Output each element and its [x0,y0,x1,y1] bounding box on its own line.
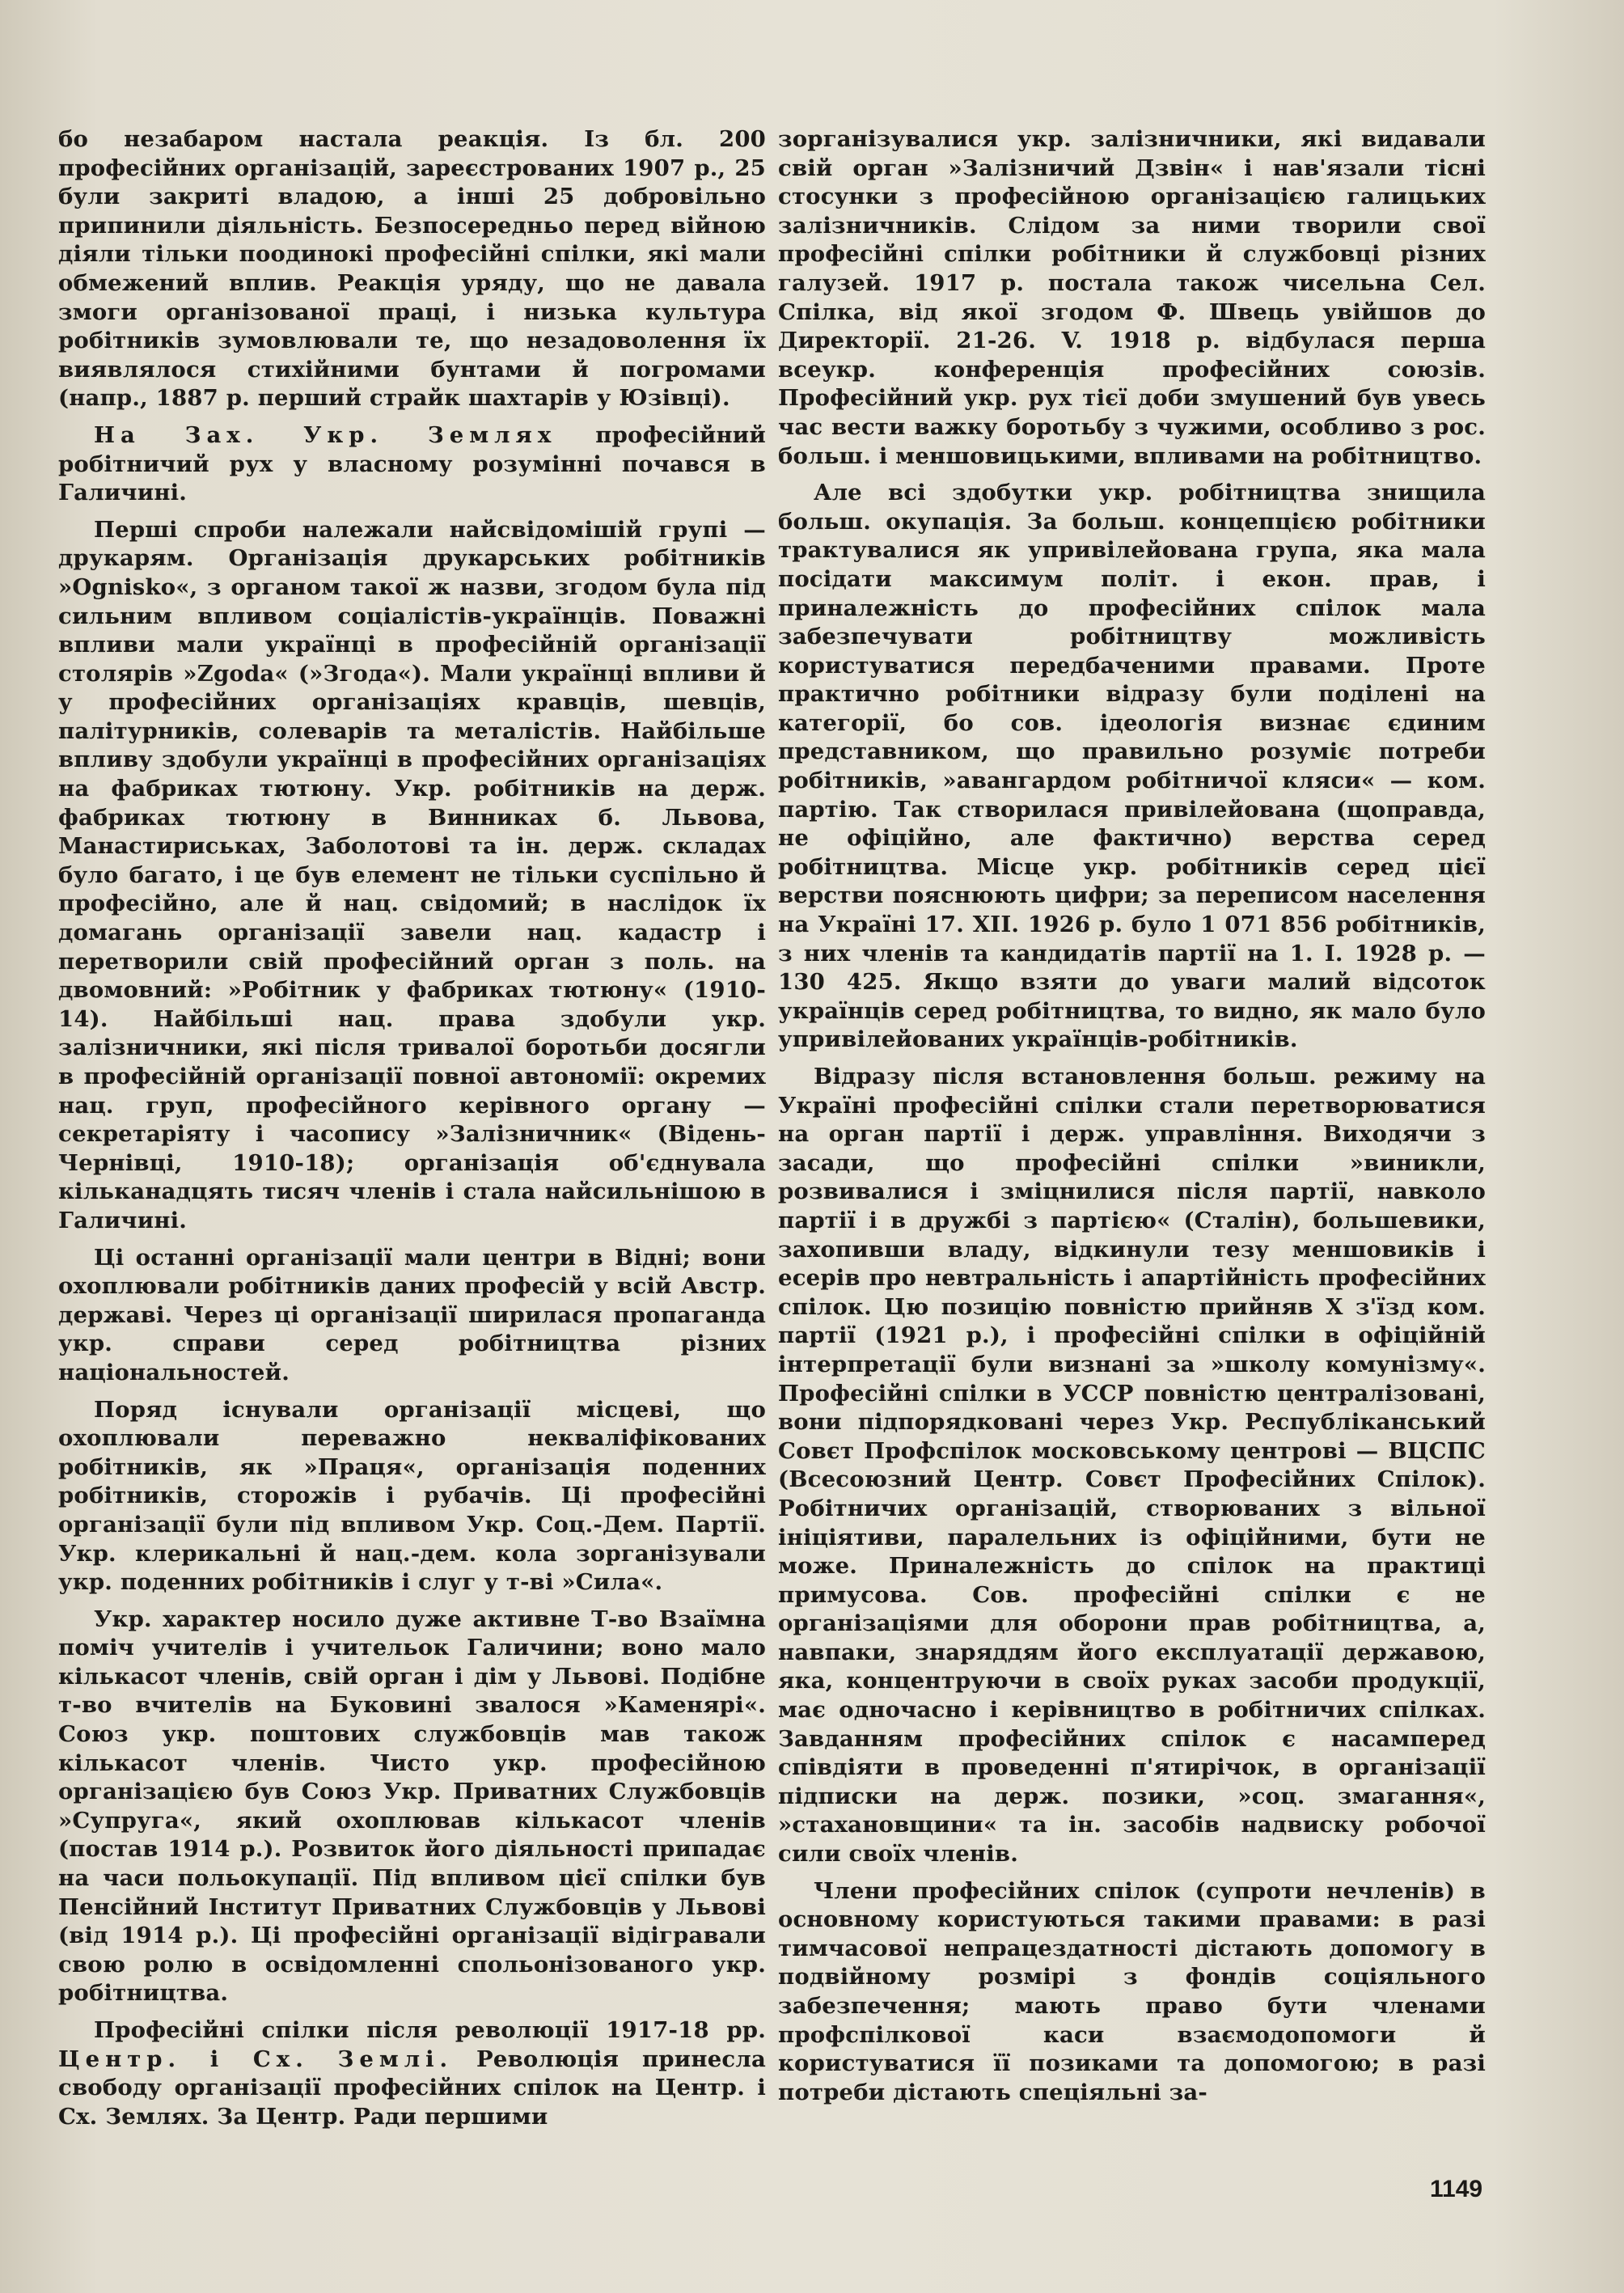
paragraph: Професійні спілки після революції 1917-18 рр. Центр. і Сх. Землі. Революція принесла свободу організації професійних спілок на Центр. і Сх. Землях. За Центр. Ради першими [58,2017,766,2130]
right-column [778,125,1486,2115]
paragraph: На Зах. Укр. Землях професійний робітничий рух у власному розумінні почався в Галичині. [58,421,766,506]
paragraph: зорганізувалися укр. залізничники, які видавали свій орган »Залізничий Дзвін« і нав'язали тісні стосунки з професійною організацією галицьких залізничників. Слідом за ними творили свої професійні спілки робітники й службовці різних галузей. 1917 р. постала також чисельна Сел. Спілка, від якої згодом Ф. Швець увійшов до Директорії. 21-26. V. 1918 р. відбулася перша всеукр. конференція професійних союзів. Професійний укр. рух тієї доби змушений був увесь час вести важку боротьбу з чужими, особливо з рос. больш. і меншовицькими, впливами на робітництво. [778,126,1486,469]
section-subheading: Центр. і Сх. Землі. [58,2046,454,2072]
paragraph: Члени професійних спілок (супроти нечленів) в основному користуються такими правами: в разі тимчасової непрацездатності дістають допомогу в подвійному розмірі з фондів соціяльного забезпечення; мають право бути членами профспілкової каси взаємодопомоги й користуватися її позиками та допомогою; в разі потреби дістають спеціяльні за- [778,1877,1486,2105]
paragraph: бо незабаром настала реакція. Із бл. 200 професійних організацій, зареєстрованих 1907 р., 25 були закриті владою, а інші 25 добровільно припинили діяльність. Безпосередньо перед війною діяли тільки поодинокі професійні спілки, які мали обмежений вплив. Реакція уряду, що не давала змоги організованої праці, і низька культура робітників зумовлювали те, що незадоволення їх виявлялося стихійними бунтами й погромами (напр., 1887 р. перший страйк шахтарів у Юзівці). [58,126,766,412]
paragraph: Укр. характер носило дуже активне Т-во Взаїмна поміч учителів і учительок Галичини; воно мало кількасот членів, свій орган і дім у Львові. Подібне т-во вчителів на Буковині звалося »Каменярі«. Союз укр. поштових службовців мав також кількасот членів. Чисто укр. професійною організацією був Союз Укр. Приватних Службовців »Супруга«, який охоплював кількасот членів (постав 1914 р.). Розвиток його діяльності припадає на часи польокупації. Під впливом цієї спілки був Пенсійний Інститут Приватних Службовців у Львові (від 1914 р.). Ці професійні організації відігравали свою ролю в освідомленні спольонізованого укр. робітництва. [58,1606,766,2007]
paragraph: Перші спроби належали найсвідомішій групі — друкарям. Організація друкарських робітників »Ognisko«, з органом такої ж назви, згодом була під сильним впливом соціалістів-українців. Поважні впливи мали українці в професійній організації столярів »Zgoda« (»Згода«). Мали українці впливи й у професійних організаціях кравців, шевців, палітурників, солеварів та металістів. Найбільше впливу здобули українці в професійних організаціях на фабриках тютюну. Укр. робітників на держ. фабриках тютюну в Винниках б. Львова, Манастириськах, Заболотові та ін. держ. складах було багато, і це був елемент не тільки суспільно й професійно, але й нац. свідомий; в наслідок їх домагань організації завели нац. кадастр і перетворили свій професійний орган з поль. на двомовний: »Робітник у фабриках тютюну« (1910-14). Найбільші нац. права здобули укр. залізничники, які після тривалої боротьби досягли в професійній організації повної автономії: окремих нац. груп, професійного керівного органу — секретаріяту і часопису »Залізничник« (Відень-Чернівці, 1910-18); організація об'єднувала кільканадцять тисяч членів і стала найсильнішою в Галичині. [58,516,766,1233]
page-number: 1149 [1430,2176,1483,2202]
paragraph: Відразу після встановлення больш. режиму на Україні професійні спілки стали перетворюватися на орган партії і держ. управління. Виходячи з засади, що професійні спілки »виникли, розвивалися і зміцнилися після партії, навколо партії і в дружбі з партією« (Сталін), большевики, захопивши владу, відкинули тезу меншовиків і есерів про невтральність і апартійність професійних спілок. Цю позицію повністю прийняв X з'їзд ком. партії (1921 р.), і професійні спілки в офіційній інтерпретації були визнані за »школу комунізму«. Професійні спілки в УССР повністю централізовані, вони підпорядковані через Укр. Республіканський Совєт Профспілок московському центрові — ВЦСПС (Всесоюзний Центр. Совєт Професійних Спілок). Робітничих організацій, створюваних з вільної ініціятиви, паралельних із офіційними, бути не може. Приналежність до спілок на практиці примусова. Сов. професійні спілки є не організаціями для оборони прав робітництва, а, навпаки, знаряддям його експлуатації державою, яка, концентруючи в своїх руках засоби продукції, має одночасно і керівництво в робітничих спілках. Завданням професійних спілок є насамперед співдіяти в проведенні п'ятирічок, в організації підписки на держ. позики, »соц. змагання«, »стахановщини« та ін. засобів надвиску робочої сили своїх членів. [778,1064,1486,1868]
section-subheading: На Зах. Укр. Землях [94,421,557,448]
paragraph: Але всі здобутки укр. робітництва знищила больш. окупація. За больш. концепцією робітники трактувалися як упривілейована група, яка мала посідати максимум політ. і екон. прав, і приналежність до професійних спілок мала забезпечувати робітництву можливість користуватися передбаченими правами. Проте практично робітники відразу були поділені на категорії, бо сов. ідеологія визнає єдиним представником, що правильно розуміє потреби робітників, »авангардом робітничої кляси« — ком. партію. Так створилася привілейована (щоправда, не офіційно, але фактично) верства серед робітництва. Місце укр. робітників серед цієї верстви пояснюють цифри; за переписом населення на Україні 17. XII. 1926 р. було 1 071 856 робітників, з них членів та кандидатів партії на 1. I. 1928 р. — 130 425. Якщо взяти до уваги малий відсоток українців серед робітництва, то видно, як мало було упривілейованих українців-робітників. [778,480,1486,1053]
paragraph: Ці останні організації мали центри в Відні; вони охоплювали робітників даних професій у всій Австр. державі. Через ці організації ширилася пропаганда укр. справи серед робітництва різних національностей. [58,1244,766,1386]
section-heading: Професійні спілки після революції 1917-18 рр. [94,2017,766,2043]
paragraph: Поряд існували організації місцеві, що охоплювали переважно некваліфікованих робітників, як »Праця«, організація поденних робітників, сторожів і рубачів. Ці професійні організації були під впливом Укр. Соц.-Дем. Партії. Укр. клерикальні й нац.-дем. кола зорганізували укр. поденних робітників і слуг у т-ві »Сила«. [58,1396,766,1596]
left-column [58,125,766,2139]
